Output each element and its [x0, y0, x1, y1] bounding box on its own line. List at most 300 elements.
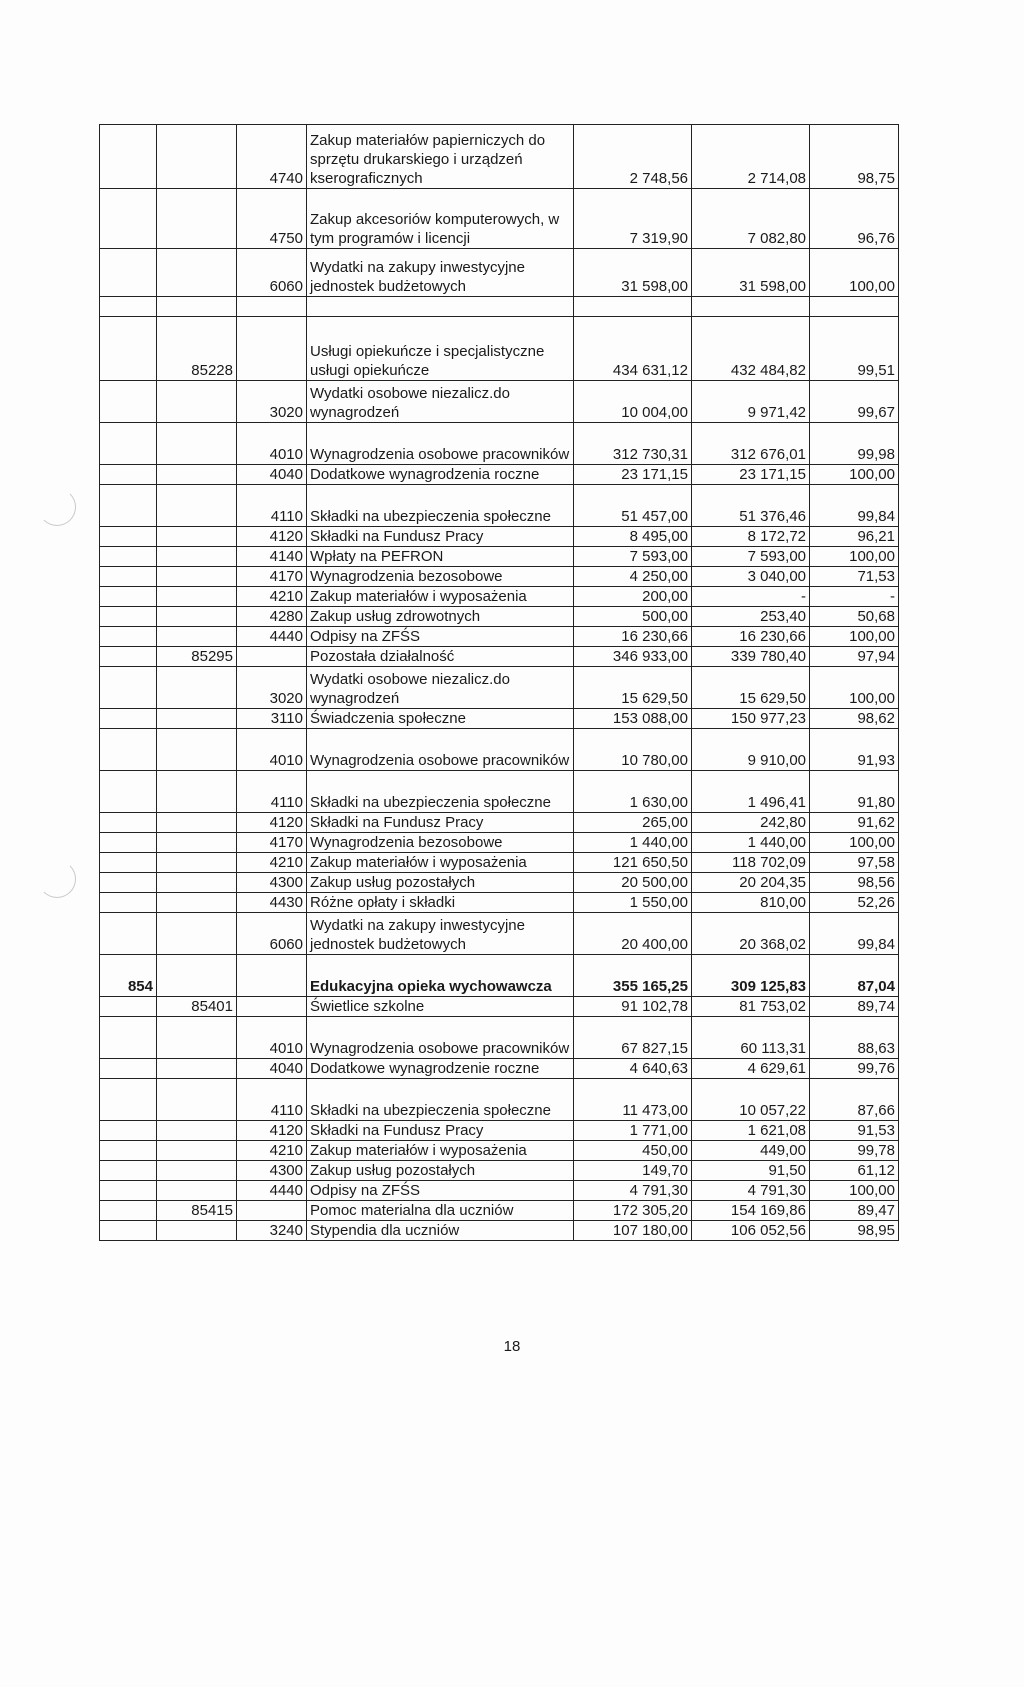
- item-name: Zakup usług zdrowotnych: [307, 607, 574, 627]
- table-row: [100, 125, 899, 189]
- item-name: Edukacyjna opieka wychowawcza: [307, 955, 574, 997]
- chapter-code: [157, 485, 237, 527]
- division-code: [100, 913, 157, 955]
- chapter-code: [157, 873, 237, 893]
- table-row: [100, 1161, 899, 1181]
- plan-amount: 149,70: [574, 1161, 692, 1181]
- paragraph-code: 3240: [237, 1221, 307, 1241]
- paragraph-code: 4300: [237, 1161, 307, 1181]
- table-row: [100, 1181, 899, 1201]
- execution-percent: 99,98: [810, 423, 899, 465]
- executed-amount: 4 629,61: [692, 1059, 810, 1079]
- execution-percent: 97,94: [810, 647, 899, 667]
- plan-amount: 1 771,00: [574, 1121, 692, 1141]
- chapter-code: 85295: [157, 647, 237, 667]
- division-code: [100, 527, 157, 547]
- paragraph-code: [237, 955, 307, 997]
- chapter-code: [157, 1017, 237, 1059]
- executed-amount: 81 753,02: [692, 997, 810, 1017]
- executed-amount: 150 977,23: [692, 709, 810, 729]
- division-code: [100, 125, 157, 189]
- table-row: [100, 1059, 899, 1079]
- item-name: Świetlice szkolne: [307, 997, 574, 1017]
- execution-percent: 99,84: [810, 913, 899, 955]
- chapter-code: [157, 955, 237, 997]
- execution-percent: 89,47: [810, 1201, 899, 1221]
- table-row: [100, 853, 899, 873]
- plan-amount: 1 630,00: [574, 771, 692, 813]
- paragraph-code: [237, 1201, 307, 1221]
- division-code: [100, 381, 157, 423]
- page-number: 18: [503, 1338, 521, 1355]
- executed-amount: 106 052,56: [692, 1221, 810, 1241]
- paragraph-code: [237, 297, 307, 317]
- division-code: [100, 709, 157, 729]
- chapter-code: [157, 1059, 237, 1079]
- executed-amount: 1 440,00: [692, 833, 810, 853]
- paragraph-code: 4110: [237, 1079, 307, 1121]
- item-name: Wydatki na zakupy inwestycyjne jednostek budżetowych: [307, 249, 574, 297]
- division-code: [100, 1121, 157, 1141]
- execution-percent: 99,51: [810, 317, 899, 381]
- execution-percent: 99,78: [810, 1141, 899, 1161]
- division-code: [100, 873, 157, 893]
- chapter-code: [157, 667, 237, 709]
- plan-amount: 121 650,50: [574, 853, 692, 873]
- item-name: Wpłaty na PEFRON: [307, 547, 574, 567]
- table-row: [100, 465, 899, 485]
- paragraph-code: [237, 997, 307, 1017]
- chapter-code: [157, 527, 237, 547]
- plan-amount: 4 250,00: [574, 567, 692, 587]
- paragraph-code: 4120: [237, 1121, 307, 1141]
- item-name: Składki na ubezpieczenia społeczne: [307, 771, 574, 813]
- executed-amount: 15 629,50: [692, 667, 810, 709]
- division-code: [100, 647, 157, 667]
- chapter-code: [157, 423, 237, 465]
- plan-amount: 346 933,00: [574, 647, 692, 667]
- plan-amount: 107 180,00: [574, 1221, 692, 1241]
- item-name: Usługi opiekuńcze i specjalistyczne usługi opiekuńcze: [307, 317, 574, 381]
- table-row: [100, 709, 899, 729]
- executed-amount: 23 171,15: [692, 465, 810, 485]
- table-row: [100, 297, 899, 317]
- division-code: [100, 1221, 157, 1241]
- executed-amount: 60 113,31: [692, 1017, 810, 1059]
- executed-amount: 312 676,01: [692, 423, 810, 465]
- item-name: Zakup usług pozostałych: [307, 873, 574, 893]
- table-row: [100, 607, 899, 627]
- plan-amount: 7 593,00: [574, 547, 692, 567]
- division-code: [100, 1201, 157, 1221]
- plan-amount: 7 319,90: [574, 189, 692, 249]
- division-code: [100, 423, 157, 465]
- execution-percent: 87,04: [810, 955, 899, 997]
- execution-percent: 98,75: [810, 125, 899, 189]
- plan-amount: 91 102,78: [574, 997, 692, 1017]
- division-code: 854: [100, 955, 157, 997]
- division-code: [100, 485, 157, 527]
- table-row: [100, 833, 899, 853]
- table-row: [100, 1121, 899, 1141]
- paragraph-code: 4430: [237, 893, 307, 913]
- item-name: Wynagrodzenia osobowe pracowników: [307, 1017, 574, 1059]
- item-name: Wynagrodzenia bezosobowe: [307, 567, 574, 587]
- plan-amount: 4 791,30: [574, 1181, 692, 1201]
- execution-percent: 88,63: [810, 1017, 899, 1059]
- item-name: Zakup materiałów i wyposażenia: [307, 853, 574, 873]
- execution-percent: 100,00: [810, 1181, 899, 1201]
- plan-amount: 2 748,56: [574, 125, 692, 189]
- paragraph-code: 3110: [237, 709, 307, 729]
- paragraph-code: 4300: [237, 873, 307, 893]
- execution-percent: 99,67: [810, 381, 899, 423]
- item-name: Dodatkowe wynagrodzenie roczne: [307, 1059, 574, 1079]
- item-name: Składki na Fundusz Pracy: [307, 527, 574, 547]
- executed-amount: 432 484,82: [692, 317, 810, 381]
- chapter-code: [157, 567, 237, 587]
- chapter-code: [157, 547, 237, 567]
- item-name: Wynagrodzenia osobowe pracowników: [307, 423, 574, 465]
- plan-amount: 200,00: [574, 587, 692, 607]
- table-row: [100, 381, 899, 423]
- table-row: [100, 547, 899, 567]
- plan-amount: 10 780,00: [574, 729, 692, 771]
- executed-amount: 3 040,00: [692, 567, 810, 587]
- paragraph-code: 4110: [237, 485, 307, 527]
- plan-amount: 1 550,00: [574, 893, 692, 913]
- plan-amount: 450,00: [574, 1141, 692, 1161]
- plan-amount: 31 598,00: [574, 249, 692, 297]
- chapter-code: [157, 1141, 237, 1161]
- division-code: [100, 317, 157, 381]
- paragraph-code: [237, 317, 307, 381]
- plan-amount: 20 400,00: [574, 913, 692, 955]
- plan-amount: 265,00: [574, 813, 692, 833]
- item-name: Różne opłaty i składki: [307, 893, 574, 913]
- plan-amount: 51 457,00: [574, 485, 692, 527]
- table-row: [100, 955, 899, 997]
- item-name: Zakup akcesoriów komputerowych, w tym programów i licencji: [307, 189, 574, 249]
- executed-amount: 8 172,72: [692, 527, 810, 547]
- table-row: [100, 1141, 899, 1161]
- execution-percent: 89,74: [810, 997, 899, 1017]
- punch-hole-mark-lower: [38, 860, 76, 898]
- executed-amount: 1 496,41: [692, 771, 810, 813]
- division-code: [100, 1161, 157, 1181]
- division-code: [100, 813, 157, 833]
- table-row: [100, 189, 899, 249]
- plan-amount: 500,00: [574, 607, 692, 627]
- table-row: [100, 771, 899, 813]
- plan-amount: 15 629,50: [574, 667, 692, 709]
- paragraph-code: 4140: [237, 547, 307, 567]
- paragraph-code: 4110: [237, 771, 307, 813]
- execution-percent: 100,00: [810, 627, 899, 647]
- table-row: [100, 647, 899, 667]
- execution-percent: -: [810, 587, 899, 607]
- executed-amount: 20 368,02: [692, 913, 810, 955]
- division-code: [100, 997, 157, 1017]
- plan-amount: 172 305,20: [574, 1201, 692, 1221]
- table-row: [100, 1079, 899, 1121]
- execution-percent: 91,93: [810, 729, 899, 771]
- paragraph-code: 4440: [237, 627, 307, 647]
- item-name: Stypendia dla uczniów: [307, 1221, 574, 1241]
- division-code: [100, 465, 157, 485]
- execution-percent: 91,53: [810, 1121, 899, 1141]
- table-row: [100, 627, 899, 647]
- chapter-code: [157, 771, 237, 813]
- division-code: [100, 547, 157, 567]
- executed-amount: 7 082,80: [692, 189, 810, 249]
- paragraph-code: 6060: [237, 913, 307, 955]
- division-code: [100, 587, 157, 607]
- executed-amount: 9 910,00: [692, 729, 810, 771]
- chapter-code: [157, 893, 237, 913]
- plan-amount: 434 631,12: [574, 317, 692, 381]
- table-row: [100, 527, 899, 547]
- plan-amount: 11 473,00: [574, 1079, 692, 1121]
- chapter-code: [157, 297, 237, 317]
- table-row: [100, 997, 899, 1017]
- table-row: [100, 893, 899, 913]
- execution-percent: 100,00: [810, 249, 899, 297]
- item-name: Składki na Fundusz Pracy: [307, 813, 574, 833]
- division-code: [100, 833, 157, 853]
- execution-percent: 52,26: [810, 893, 899, 913]
- executed-amount: 91,50: [692, 1161, 810, 1181]
- paragraph-code: 3020: [237, 381, 307, 423]
- executed-amount: -: [692, 587, 810, 607]
- division-code: [100, 667, 157, 709]
- chapter-code: [157, 627, 237, 647]
- execution-percent: [810, 297, 899, 317]
- execution-percent: 100,00: [810, 547, 899, 567]
- punch-hole-mark-upper: [38, 488, 76, 526]
- chapter-code: [157, 1079, 237, 1121]
- item-name: Odpisy na ZFŚS: [307, 627, 574, 647]
- execution-percent: 50,68: [810, 607, 899, 627]
- chapter-code: [157, 587, 237, 607]
- chapter-code: [157, 833, 237, 853]
- executed-amount: 31 598,00: [692, 249, 810, 297]
- paragraph-code: 4040: [237, 465, 307, 485]
- paragraph-code: 4010: [237, 729, 307, 771]
- executed-amount: 9 971,42: [692, 381, 810, 423]
- chapter-code: 85401: [157, 997, 237, 1017]
- table-row: [100, 813, 899, 833]
- plan-amount: 20 500,00: [574, 873, 692, 893]
- table-row: [100, 317, 899, 381]
- paragraph-code: 4210: [237, 1141, 307, 1161]
- plan-amount: 4 640,63: [574, 1059, 692, 1079]
- division-code: [100, 607, 157, 627]
- item-name: Wynagrodzenia osobowe pracowników: [307, 729, 574, 771]
- execution-percent: 99,84: [810, 485, 899, 527]
- paragraph-code: 4210: [237, 853, 307, 873]
- chapter-code: [157, 729, 237, 771]
- paragraph-code: 6060: [237, 249, 307, 297]
- executed-amount: 10 057,22: [692, 1079, 810, 1121]
- execution-percent: 98,56: [810, 873, 899, 893]
- chapter-code: [157, 813, 237, 833]
- item-name: Świadczenia społeczne: [307, 709, 574, 729]
- execution-percent: 91,80: [810, 771, 899, 813]
- executed-amount: 2 714,08: [692, 125, 810, 189]
- executed-amount: 242,80: [692, 813, 810, 833]
- table-row: [100, 485, 899, 527]
- division-code: [100, 1079, 157, 1121]
- table-row: [100, 423, 899, 465]
- paragraph-code: 4210: [237, 587, 307, 607]
- item-name: Odpisy na ZFŚS: [307, 1181, 574, 1201]
- division-code: [100, 729, 157, 771]
- plan-amount: 67 827,15: [574, 1017, 692, 1059]
- division-code: [100, 771, 157, 813]
- paragraph-code: 4040: [237, 1059, 307, 1079]
- paragraph-code: 3020: [237, 667, 307, 709]
- paragraph-code: 4750: [237, 189, 307, 249]
- table-row: [100, 1017, 899, 1059]
- paragraph-code: 4170: [237, 833, 307, 853]
- chapter-code: 85415: [157, 1201, 237, 1221]
- item-name: Wydatki osobowe niezalicz.do wynagrodzeń: [307, 381, 574, 423]
- execution-percent: 87,66: [810, 1079, 899, 1121]
- division-code: [100, 853, 157, 873]
- division-code: [100, 1059, 157, 1079]
- paragraph-code: 4280: [237, 607, 307, 627]
- chapter-code: [157, 1221, 237, 1241]
- plan-amount: 1 440,00: [574, 833, 692, 853]
- executed-amount: 339 780,40: [692, 647, 810, 667]
- paragraph-code: [237, 647, 307, 667]
- plan-amount: 312 730,31: [574, 423, 692, 465]
- chapter-code: [157, 465, 237, 485]
- execution-percent: 98,62: [810, 709, 899, 729]
- execution-percent: 91,62: [810, 813, 899, 833]
- execution-percent: 100,00: [810, 833, 899, 853]
- execution-percent: 61,12: [810, 1161, 899, 1181]
- item-name: Składki na ubezpieczenia społeczne: [307, 1079, 574, 1121]
- item-name: Składki na ubezpieczenia społeczne: [307, 485, 574, 527]
- execution-percent: 99,76: [810, 1059, 899, 1079]
- executed-amount: 118 702,09: [692, 853, 810, 873]
- plan-amount: 16 230,66: [574, 627, 692, 647]
- executed-amount: [692, 297, 810, 317]
- paragraph-code: 4740: [237, 125, 307, 189]
- table-row: [100, 249, 899, 297]
- table-row: [100, 873, 899, 893]
- chapter-code: 85228: [157, 317, 237, 381]
- paragraph-code: 4120: [237, 527, 307, 547]
- item-name: Wydatki na zakupy inwestycyjne jednostek budżetowych: [307, 913, 574, 955]
- item-name: Pozostała działalność: [307, 647, 574, 667]
- paragraph-code: 4440: [237, 1181, 307, 1201]
- plan-amount: [574, 297, 692, 317]
- executed-amount: 1 621,08: [692, 1121, 810, 1141]
- division-code: [100, 1181, 157, 1201]
- table-row: [100, 1221, 899, 1241]
- executed-amount: 309 125,83: [692, 955, 810, 997]
- item-name: Zakup materiałów papierniczych do sprzętu drukarskiego i urządzeń kserograficznych: [307, 125, 574, 189]
- paragraph-code: 4120: [237, 813, 307, 833]
- table-row: [100, 913, 899, 955]
- chapter-code: [157, 249, 237, 297]
- item-name: Zakup materiałów i wyposażenia: [307, 1141, 574, 1161]
- chapter-code: [157, 189, 237, 249]
- plan-amount: 153 088,00: [574, 709, 692, 729]
- executed-amount: 51 376,46: [692, 485, 810, 527]
- executed-amount: 20 204,35: [692, 873, 810, 893]
- paragraph-code: 4170: [237, 567, 307, 587]
- executed-amount: 154 169,86: [692, 1201, 810, 1221]
- item-name: [307, 297, 574, 317]
- chapter-code: [157, 1161, 237, 1181]
- executed-amount: 449,00: [692, 1141, 810, 1161]
- chapter-code: [157, 1181, 237, 1201]
- chapter-code: [157, 913, 237, 955]
- item-name: Zakup materiałów i wyposażenia: [307, 587, 574, 607]
- executed-amount: 16 230,66: [692, 627, 810, 647]
- plan-amount: 23 171,15: [574, 465, 692, 485]
- chapter-code: [157, 853, 237, 873]
- executed-amount: 810,00: [692, 893, 810, 913]
- plan-amount: 10 004,00: [574, 381, 692, 423]
- execution-percent: 100,00: [810, 667, 899, 709]
- plan-amount: 8 495,00: [574, 527, 692, 547]
- item-name: Zakup usług pozostałych: [307, 1161, 574, 1181]
- executed-amount: 7 593,00: [692, 547, 810, 567]
- execution-percent: 71,53: [810, 567, 899, 587]
- table-row: [100, 1201, 899, 1221]
- execution-percent: 96,21: [810, 527, 899, 547]
- division-code: [100, 627, 157, 647]
- item-name: Składki na Fundusz Pracy: [307, 1121, 574, 1141]
- chapter-code: [157, 381, 237, 423]
- table-row: [100, 667, 899, 709]
- budget-expenditure-table: [99, 124, 899, 1241]
- paragraph-code: 4010: [237, 1017, 307, 1059]
- execution-percent: 100,00: [810, 465, 899, 485]
- paragraph-code: 4010: [237, 423, 307, 465]
- executed-amount: 253,40: [692, 607, 810, 627]
- division-code: [100, 249, 157, 297]
- division-code: [100, 1017, 157, 1059]
- division-code: [100, 567, 157, 587]
- table-row: [100, 729, 899, 771]
- table-row: [100, 567, 899, 587]
- item-name: Wydatki osobowe niezalicz.do wynagrodzeń: [307, 667, 574, 709]
- execution-percent: 96,76: [810, 189, 899, 249]
- division-code: [100, 297, 157, 317]
- execution-percent: 98,95: [810, 1221, 899, 1241]
- item-name: Wynagrodzenia bezosobowe: [307, 833, 574, 853]
- division-code: [100, 1141, 157, 1161]
- table-row: [100, 587, 899, 607]
- plan-amount: 355 165,25: [574, 955, 692, 997]
- chapter-code: [157, 709, 237, 729]
- division-code: [100, 189, 157, 249]
- chapter-code: [157, 607, 237, 627]
- division-code: [100, 893, 157, 913]
- item-name: Dodatkowe wynagrodzenia roczne: [307, 465, 574, 485]
- chapter-code: [157, 125, 237, 189]
- executed-amount: 4 791,30: [692, 1181, 810, 1201]
- execution-percent: 97,58: [810, 853, 899, 873]
- chapter-code: [157, 1121, 237, 1141]
- item-name: Pomoc materialna dla uczniów: [307, 1201, 574, 1221]
